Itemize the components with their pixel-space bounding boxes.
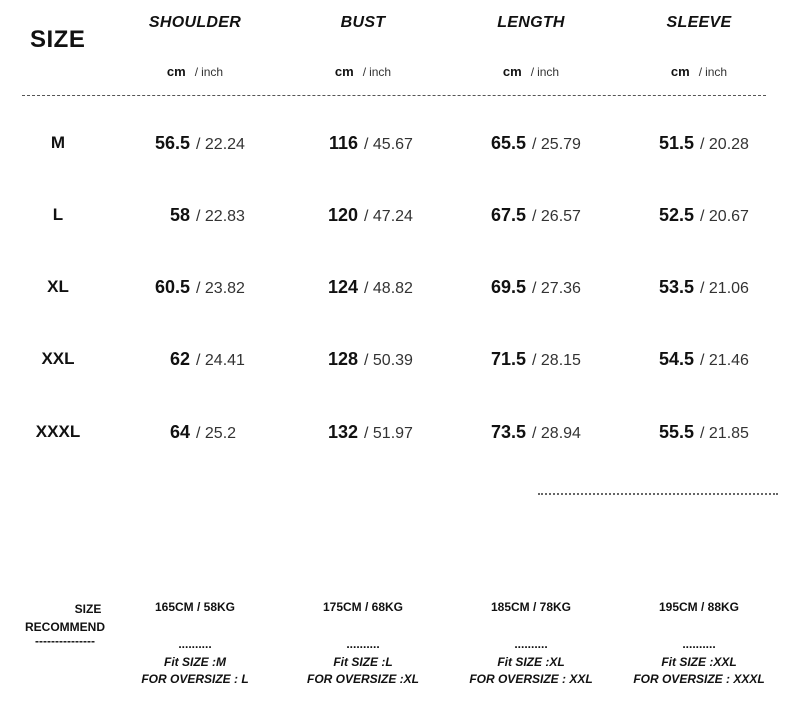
size-label-m: M <box>50 133 66 152</box>
column-header-bust: BUST <box>340 14 386 31</box>
table-cell: 65.5 / 25.79 <box>490 133 581 153</box>
table-cell: 73.5 / 28.94 <box>490 422 581 442</box>
units-shoulder <box>115 63 275 81</box>
unit-separator: / <box>362 65 367 79</box>
height-weight: 165CM / 58KG <box>154 600 236 614</box>
size-label-l: L <box>52 205 64 224</box>
table-cell: 120 / 47.24 <box>327 205 413 225</box>
table-cell: 128 / 50.39 <box>327 349 413 369</box>
table-cell: 71.5 / 28.15 <box>490 349 581 369</box>
unit-cm: cm <box>166 64 186 79</box>
table-cell: 56.5 / 22.24 <box>154 133 245 153</box>
units-sleeve <box>619 63 779 81</box>
dots: .......... <box>346 637 380 651</box>
table-cell: 54.5 / 21.46 <box>658 349 749 369</box>
recommend-label-line1: SIZE <box>74 602 102 616</box>
fit-size: Fit SIZE :M FOR OVERSIZE : L <box>141 655 249 686</box>
unit-separator: / <box>530 65 535 79</box>
height-weight: 185CM / 78KG <box>490 600 572 614</box>
table-cell: 52.5 / 20.67 <box>658 205 749 225</box>
unit-inch: inch <box>705 65 728 79</box>
fit-size: Fit SIZE :XL FOR OVERSIZE : XXL <box>469 655 593 686</box>
table-cell: 64 / 25.2 <box>169 422 237 442</box>
fit-size: Fit SIZE :XXL FOR OVERSIZE : XXXL <box>633 655 765 686</box>
header-divider <box>22 95 766 96</box>
recommend-label-rule: --------------- <box>35 634 95 648</box>
table-cell: 124 / 48.82 <box>327 277 413 297</box>
unit-inch: inch <box>201 65 224 79</box>
recommend-label-line2: RECOMMEND <box>25 620 105 634</box>
size-label-xl: XL <box>47 277 69 296</box>
table-cell: 116 / 45.67 <box>328 133 413 153</box>
unit-inch: inch <box>369 65 392 79</box>
table-cell: 60.5 / 23.82 <box>154 277 245 297</box>
units-length <box>451 63 611 81</box>
size-label-xxl: XXL <box>41 349 75 368</box>
units-bust <box>283 63 443 81</box>
column-header-length: LENGTH <box>497 14 565 31</box>
table-cell: 132 / 51.97 <box>327 422 413 442</box>
dots: .......... <box>514 637 548 651</box>
dots: .......... <box>682 637 716 651</box>
size-label-xxxl: XXXL <box>35 422 81 441</box>
recommend-divider <box>538 493 778 495</box>
fit-size: Fit SIZE :L FOR OVERSIZE :XL <box>306 655 419 686</box>
table-cell: 67.5 / 26.57 <box>490 205 581 225</box>
column-header-sleeve: SLEEVE <box>666 14 732 31</box>
unit-inch: inch <box>537 65 560 79</box>
table-cell: 53.5 / 21.06 <box>658 277 749 297</box>
unit-cm: cm <box>502 64 522 79</box>
table-cell: 62 / 24.41 <box>169 349 245 369</box>
unit-separator: / <box>194 65 199 79</box>
dots: .......... <box>178 637 212 651</box>
unit-separator: / <box>698 65 703 79</box>
size-title: SIZE <box>30 26 86 53</box>
table-cell: 69.5 / 27.36 <box>490 277 581 297</box>
table-cell: 55.5 / 21.85 <box>658 422 749 442</box>
table-cell: 51.5 / 20.28 <box>658 133 749 153</box>
height-weight: 175CM / 68KG <box>322 600 404 614</box>
column-header-shoulder: SHOULDER <box>148 14 242 31</box>
unit-cm: cm <box>334 64 354 79</box>
height-weight: 195CM / 88KG <box>658 600 740 614</box>
table-cell: 58 / 22.83 <box>169 205 245 225</box>
unit-cm: cm <box>670 64 690 79</box>
